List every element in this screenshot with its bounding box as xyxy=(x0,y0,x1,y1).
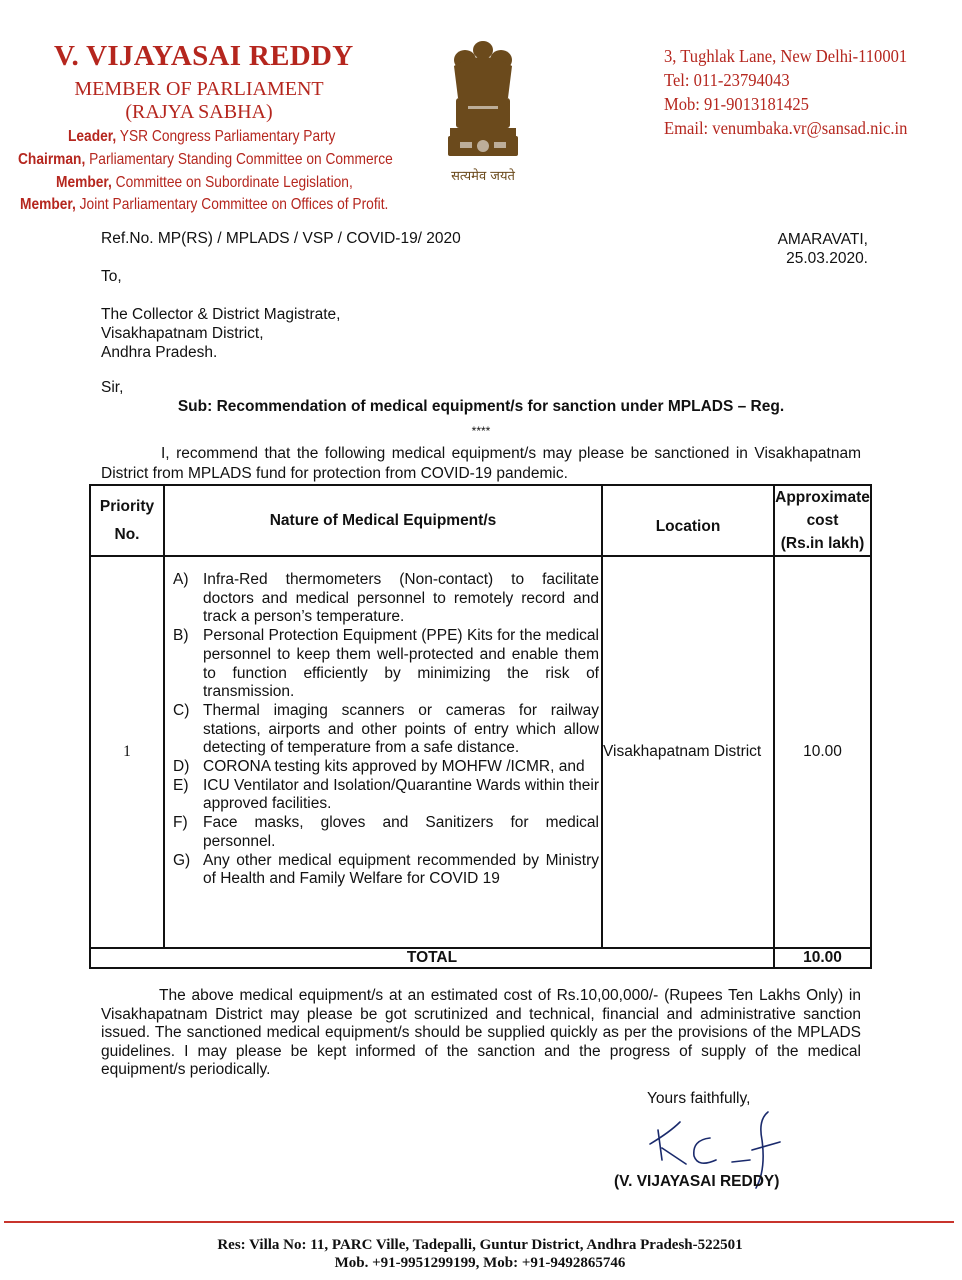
national-emblem-icon xyxy=(438,36,528,186)
mp-house: (RAJYA SABHA) xyxy=(125,101,273,123)
reference-number: Ref.No. MP(RS) / MPLADS / VSP / COVID-19/ 2020 xyxy=(101,230,461,247)
closing-paragraph: The above medical equipment/s at an estimated cost of Rs.10,00,000/- (Rupees Ten Lakhs Only) in Visakhapatnam District may please be got scrutinized and technical, financial and administrative sanction issued. The sanctioned medical equipment/s should be supplied quickly as per the provisions of the MPLADS guidelines. I may please be kept informed of the sanction and the progress of supply of the medical equipment/s periodically. xyxy=(101,987,861,1079)
date: 25.03.2020. xyxy=(786,250,868,267)
list-item: G) Any other medical equipment recommended by Ministry of Health and Family Welfare for COVID 19 xyxy=(173,851,599,888)
table-row xyxy=(90,556,871,948)
contact-mobile: Mob: 91-9013181425 xyxy=(664,94,809,114)
row-priority: 1 xyxy=(90,556,164,948)
total-label: TOTAL xyxy=(90,948,774,968)
closing-text: Yours faithfully, xyxy=(647,1090,751,1107)
mp-contact xyxy=(664,44,907,140)
footer-phones: Mob. +91-9951299199, Mob: +91-9492865746 xyxy=(334,1255,626,1271)
role-line-3: Member, Committee on Subordinate Legislation, xyxy=(56,174,353,191)
row-cost: 10.00 xyxy=(774,556,871,948)
addressee-line: Visakhapatnam District, xyxy=(101,325,264,342)
role-line-4: Member, Joint Parliamentary Committee on Offices of Profit. xyxy=(20,196,389,213)
separator: **** xyxy=(471,424,491,438)
total-value: 10.00 xyxy=(774,948,871,968)
salutation: Sir, xyxy=(101,379,124,396)
role-line-2: Chairman, Parliamentary Standing Committee on Commerce xyxy=(18,151,393,168)
list-item: C) Thermal imaging scanners or cameras for railway stations, airports and other points of entry which allow detecting of temperature from a safe distance. xyxy=(173,701,599,757)
header-nature: Nature of Medical Equipment/s xyxy=(164,485,602,556)
subject-line: Sub: Recommendation of medical equipment/s for sanction under MPLADS – Reg. xyxy=(177,398,785,415)
equipment-table xyxy=(89,484,872,969)
header-cost: Approximate cost (Rs.in lakh) xyxy=(774,485,871,556)
role-line-1: Leader, YSR Congress Parliamentary Party xyxy=(68,128,336,145)
contact-tel: Tel: 011-23794043 xyxy=(664,70,790,90)
header-location: Location xyxy=(602,485,774,556)
header-priority: Priority No. xyxy=(90,485,164,556)
footer-divider xyxy=(4,1221,954,1223)
mp-designation: MEMBER OF PARLIAMENT xyxy=(74,78,324,100)
place: AMARAVATI, xyxy=(777,231,868,248)
row-location: Visakhapatnam District xyxy=(602,556,774,948)
table-total-row xyxy=(90,948,871,968)
list-item: B) Personal Protection Equipment (PPE) Kits for the medical personnel to keep them well-protected and enable them to function efficiently by minimizing the risk of transmission. xyxy=(173,627,599,701)
signatory-name: (V. VIJAYASAI REDDY) xyxy=(614,1173,780,1190)
addressee-line: The Collector & District Magistrate, xyxy=(101,306,341,323)
place-date xyxy=(768,230,868,268)
list-item: E) ICU Ventilator and Isolation/Quarantine Wards within their approved facilities. xyxy=(173,776,599,813)
intro-paragraph: I, recommend that the following medical equipment/s may please be sanctioned in Visakhapatnam District from MPLADS fund for protection from COVID-19 pandemic. xyxy=(101,445,861,482)
addressee xyxy=(101,305,340,362)
addressee-line: Andhra Pradesh. xyxy=(101,344,218,361)
footer-residence xyxy=(100,1236,860,1272)
row-equipment-list xyxy=(164,556,602,948)
list-item: D) CORONA testing kits approved by MOHFW /ICMR, and xyxy=(173,758,585,776)
contact-email: Email: venumbaka.vr@sansad.nic.in xyxy=(664,118,908,138)
contact-address: 3, Tughlak Lane, New Delhi-110001 xyxy=(664,46,908,66)
to-label: To, xyxy=(101,268,122,285)
table-header-row xyxy=(90,485,871,556)
mp-name: V. VIJAYASAI REDDY xyxy=(54,40,354,72)
list-item: A) Infra-Red thermometers (Non-contact) to facilitate doctors and medical personnel to remotely record and track a person’s temperature. xyxy=(173,571,599,626)
list-item: F) Face masks, gloves and Sanitizers for medical personnel. xyxy=(173,814,599,850)
footer-address: Res: Villa No: 11, PARC Ville, Tadepalli, Guntur District, Andhra Pradesh-522501 xyxy=(217,1237,743,1253)
emblem-motto: सत्यमेव जयते xyxy=(451,169,515,184)
